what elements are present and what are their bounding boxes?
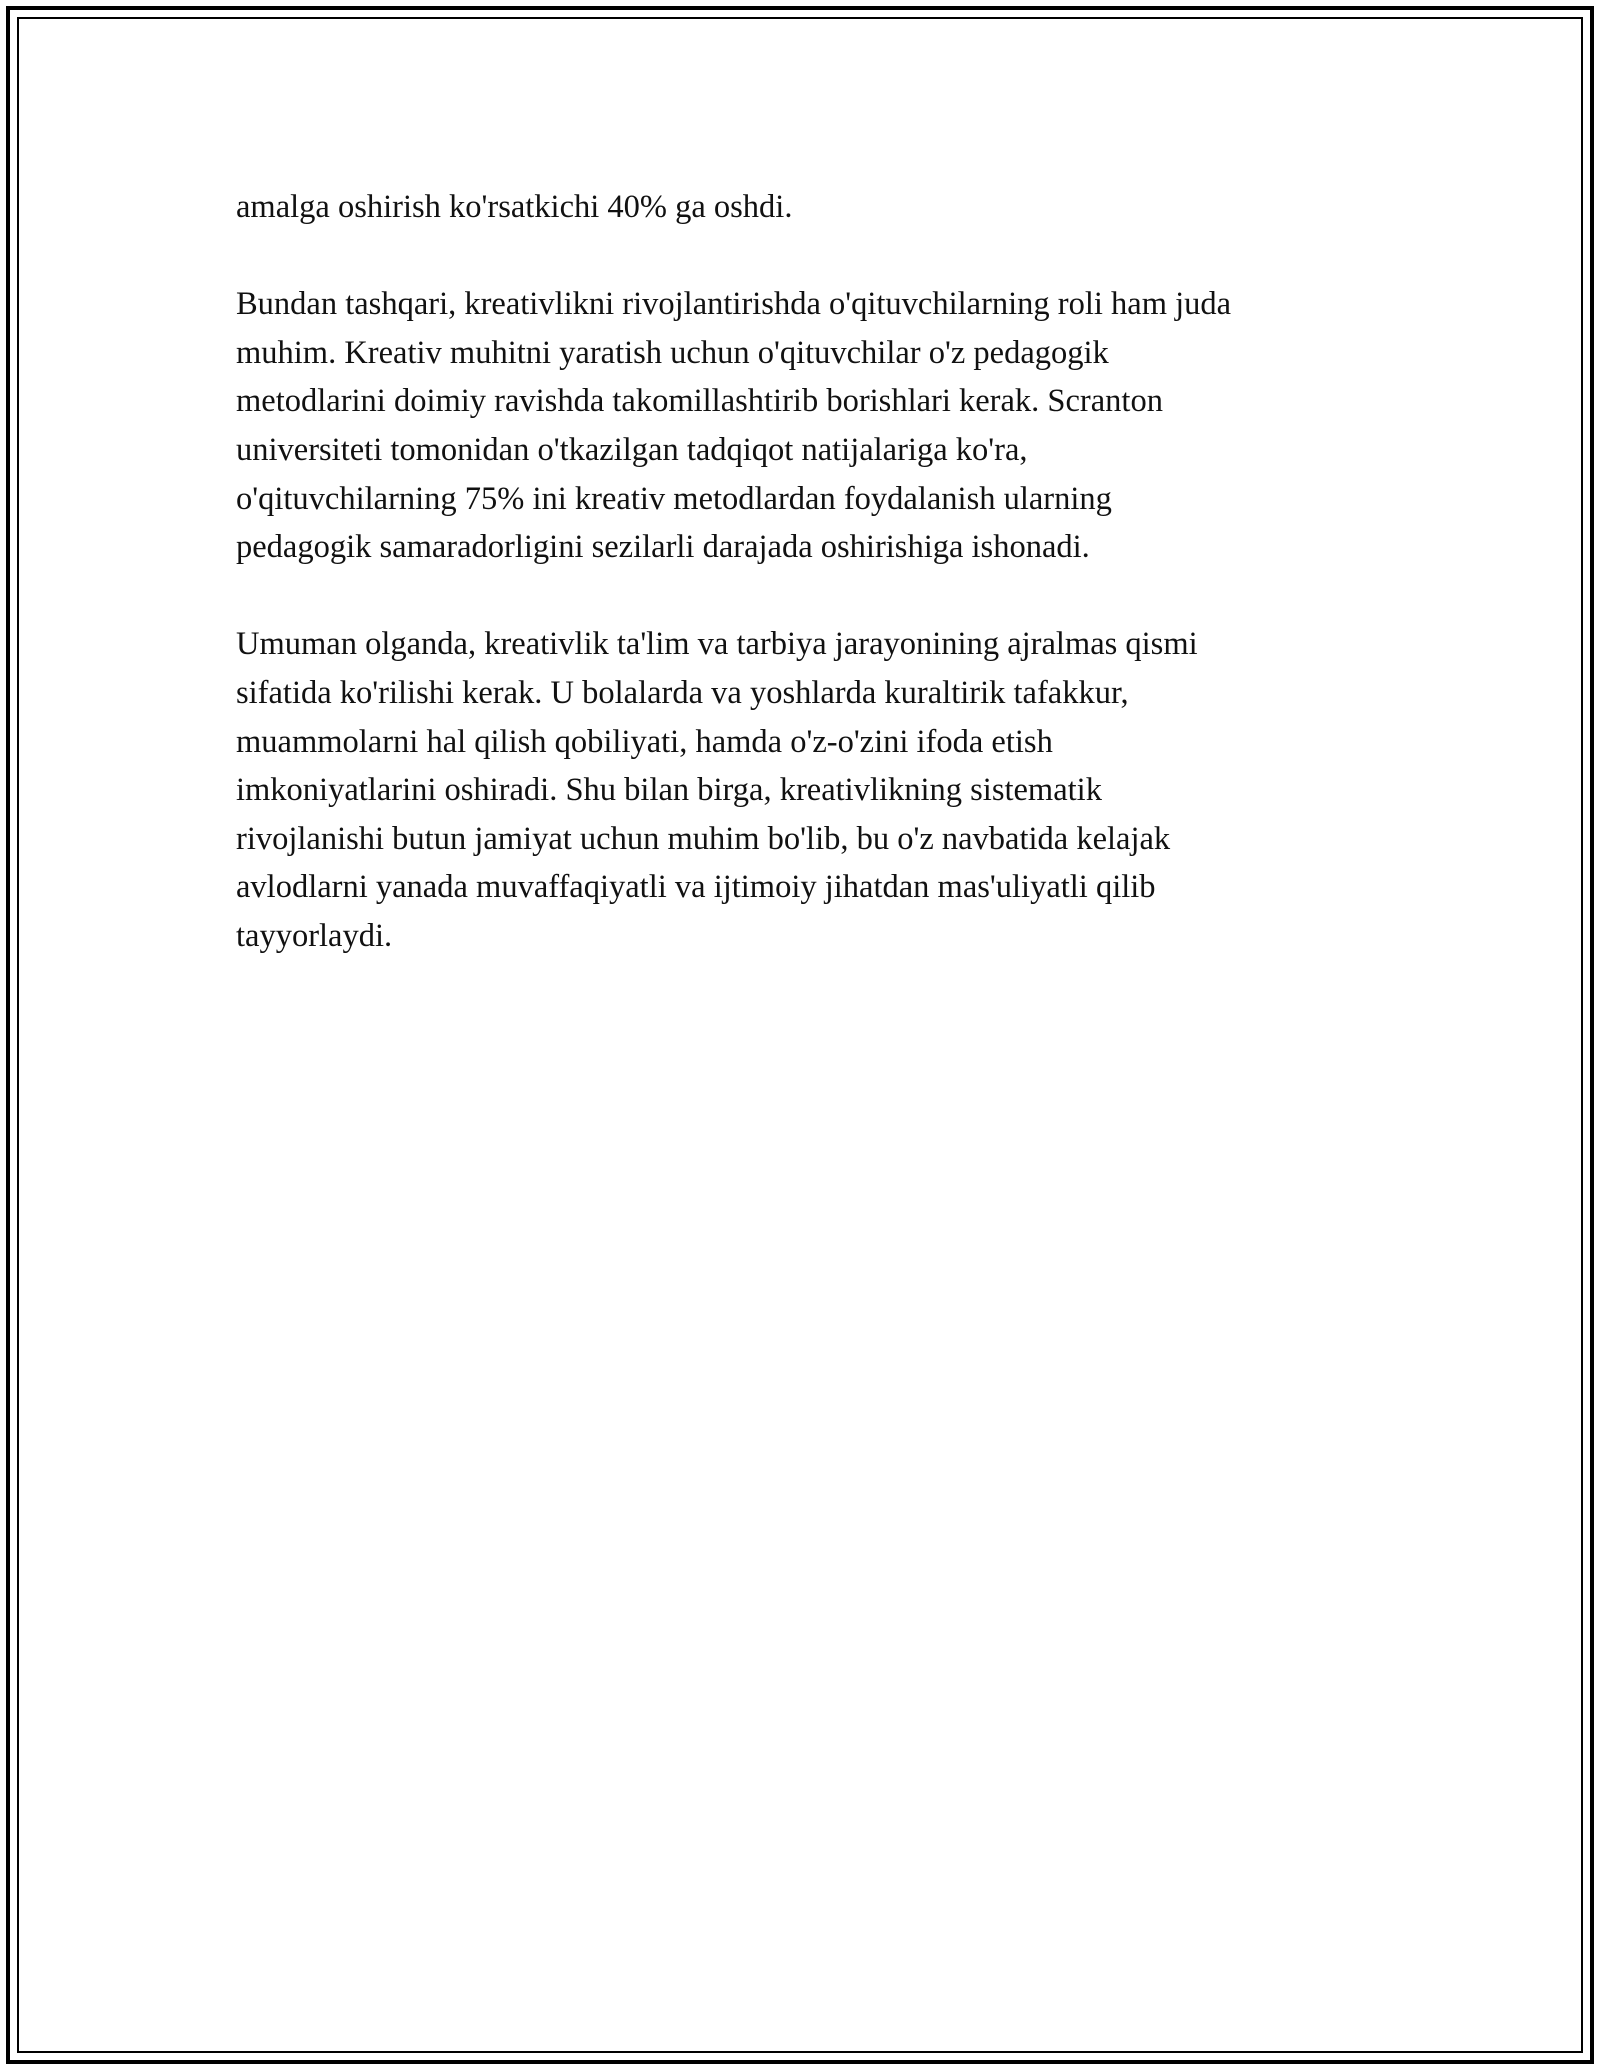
paragraph-conclusion: Umuman olganda, kreativlik ta'lim va tarbiya jarayonining ajralmas qismi sifatida ko'rilishi kerak. U bolalarda va yoshlarda kuraltirik tafakkur, muammolarni hal qilish qobiliyati, hamda o'z-o'zini ifoda etish imkoniyatlarini oshiradi. Shu bilan birga, kreativlikning sistematik rivojlanishi butun jamiyat uchun muhim bo'lib, bu o'z navbatida kelajak avlodlarni yanada muvaffaqiyatli va ijtimoiy jihatdan mas'uliyatli qilib tayyorlaydi. [236,626,1198,954]
paragraph-continuation: amalga oshirish ko'rsatkichi 40% ga oshdi. [236,189,793,225]
paragraph-teachers-role: Bundan tashqari, kreativlikni rivojlantirishda o'qituvchilarning roli ham juda muhim. Kreativ muhitni yaratish uchun o'qituvchilar o'z pedagogik metodlarini doimiy ravishda takomillashtirib borishlari kerak. Scranton universiteti tomonidan o'tkazilgan tadqiqot natijalariga ko'ra, o'qituvchilarning 75% ini kreativ metodlardan foydalanish ularning pedagogik samaradorligini sezilarli darajada oshirishiga ishonadi. [236,286,1232,566]
document-body [236,183,1376,1009]
